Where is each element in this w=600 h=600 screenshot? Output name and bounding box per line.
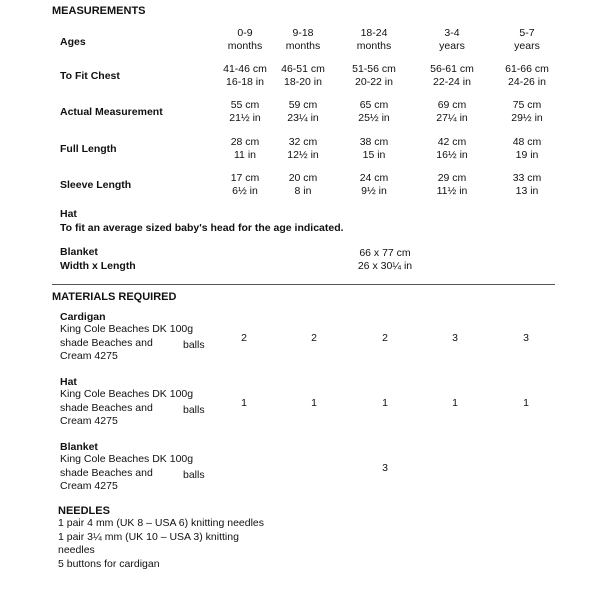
needles-section [58,505,264,571]
quantity-value: 3 [523,332,529,344]
material-cardigan: Cardigan King Cole Beaches DK 100g shade Beaches and Cream 4275 [60,311,194,362]
sleeve-length-cell: 33 cm 13 in [512,172,542,197]
size-cell: 18-24 months [356,27,392,52]
section-divider [52,284,555,285]
actual-cell: 59 cm 23¼ in [287,99,319,124]
material-hat: Hat King Cole Beaches DK 100g shade Beaches and Cream 4275 [60,376,194,427]
material-name: Blanket [60,441,98,453]
full-length-cell: 42 cm 16½ in [436,136,468,161]
sleeve-length-cell: 17 cm 6½ in [230,172,260,197]
blanket-measure-subtitle: Width x Length [60,260,136,272]
quantity-value: 1 [382,397,388,409]
actual-cell: 55 cm 21½ in [229,99,261,124]
actual-cell: 69 cm 27¼ in [436,99,468,124]
needle-line: 1 pair 4 mm (UK 8 – USA 6) knitting needles [58,517,265,529]
quantity-value: 1 [523,397,529,409]
material-unit: balls [183,339,205,351]
chest-cell: 51-56 cm 20-22 in [352,63,396,88]
chest-cell: 56-61 cm 22-24 in [430,63,474,88]
material-unit: balls [183,404,205,416]
size-cell: 0-9 months [227,27,263,52]
blanket-measure-value: 66 x 77 cm 26 x 30¼ in [357,247,413,272]
size-cell: 5-7 years [514,27,540,52]
sleeve-length-cell: 24 cm 9½ in [359,172,389,197]
row-label-chest: To Fit Chest [60,70,120,82]
sleeve-length-cell: 29 cm 11½ in [436,172,468,197]
row-label-sleeve-length: Sleeve Length [60,179,132,191]
quantity-value: 3 [382,462,388,474]
material-name: Hat [60,376,77,388]
material-blanket: Blanket King Cole Beaches DK 100g shade Beaches and Cream 4275 [60,441,194,492]
quantity-value: 1 [311,397,317,409]
row-label-actual: Actual Measurement [60,106,163,118]
blanket-measure-title: Blanket [60,246,98,258]
quantity-value: 2 [311,332,317,344]
quantity-value: 2 [241,332,247,344]
size-cell: 9-18 months [285,27,321,52]
material-name: Cardigan [60,311,106,323]
hat-measure-text: To fit an average sized baby's head for the age indicated. [60,222,344,234]
chest-cell: 61-66 cm 24-26 in [505,63,549,88]
sleeve-length-cell: 20 cm 8 in [288,172,318,197]
quantity-value: 3 [452,332,458,344]
material-unit: balls [183,469,205,481]
size-cell: 3-4 years [439,27,465,52]
quantity-value: 2 [382,332,388,344]
row-label-full-length: Full Length [60,143,117,155]
needles-title: NEEDLES [58,505,110,517]
hat-measure-title: Hat [60,208,77,220]
actual-cell: 75 cm 29½ in [511,99,543,124]
quantity-value: 1 [241,397,247,409]
row-label-ages: Ages [60,36,86,48]
full-length-cell: 48 cm 19 in [512,136,542,161]
materials-title: MATERIALS REQUIRED [52,291,177,303]
quantity-value: 1 [452,397,458,409]
actual-cell: 65 cm 25½ in [358,99,390,124]
needle-line: 1 pair 3¼ mm (UK 10 – USA 3) knitting [58,530,239,543]
chest-cell: 46-51 cm 18-20 in [281,63,325,88]
chest-cell: 41-46 cm 16-18 in [223,63,267,88]
measurements-title: MEASUREMENTS [52,5,146,17]
full-length-cell: 38 cm 15 in [359,136,389,161]
full-length-cell: 28 cm 11 in [230,136,260,161]
needle-line: 5 buttons for cardigan [58,557,160,570]
full-length-cell: 32 cm 12½ in [287,136,319,161]
needle-line: needles [58,544,95,556]
